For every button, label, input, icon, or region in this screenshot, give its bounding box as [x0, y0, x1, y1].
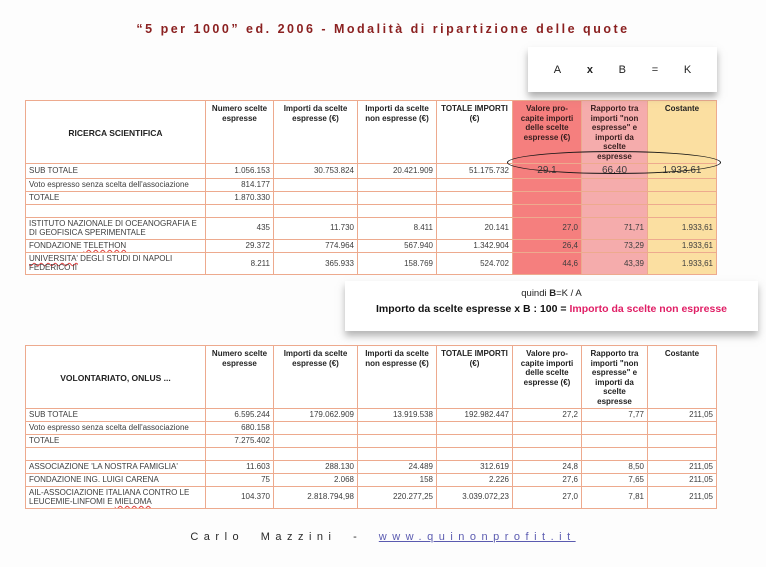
header-row [26, 346, 717, 409]
cell [274, 191, 358, 204]
cell [358, 421, 437, 434]
note-formula-pink: Importo da scelte non espresse [569, 303, 728, 315]
cell: 211,05 [648, 408, 717, 421]
table-row [26, 434, 717, 447]
volontariato-onlus-table [25, 345, 717, 509]
misspelled-word: MIELOMA [114, 497, 152, 507]
cell: 11.603 [206, 460, 274, 473]
cell: 71,71 [582, 217, 648, 239]
cell [582, 434, 648, 447]
row-label: FONDAZIONE ING. LUIGI CARENA [26, 473, 206, 486]
cell: 7,81 [582, 486, 648, 508]
note-line1 [345, 288, 758, 299]
table-body [26, 163, 717, 274]
footer-author: Carlo Mazzini [190, 531, 337, 543]
row-label: Voto espresso senza scelta dell'associazione [26, 421, 206, 434]
formula-term-a: A [553, 63, 562, 76]
cell: 20.421.909 [358, 163, 437, 178]
column-header: Costante [648, 101, 717, 164]
cell [274, 178, 358, 191]
note-line1-b: B [549, 288, 557, 299]
footer-separator: - [353, 531, 363, 543]
table-header [26, 101, 717, 164]
cell [513, 178, 582, 191]
cell: 1.933.61 [648, 163, 717, 178]
cell [513, 191, 582, 204]
cell: 211,05 [648, 460, 717, 473]
table-title: VOLONTARIATO, ONLUS ... [26, 346, 206, 409]
cell [437, 178, 513, 191]
cell [648, 178, 717, 191]
cell: 24.489 [358, 460, 437, 473]
cell [358, 191, 437, 204]
cell: 11.730 [274, 217, 358, 239]
cell: 3.039.072,23 [437, 486, 513, 508]
cell: 73,29 [582, 239, 648, 252]
cell: 158.769 [358, 252, 437, 274]
cell: 30.753.824 [274, 163, 358, 178]
column-header: Valore pro-capite importi delle scelte espresse (€) [513, 346, 582, 409]
table-row [26, 447, 717, 460]
cell [648, 421, 717, 434]
column-header: Rapporto tra importi "non espresse" e importi da scelte espresse [582, 101, 648, 164]
row-label: UNIVERSITA' DEGLI STUDI DI NAPOLI FEDERICO II [26, 252, 206, 274]
cell: 66.40 [582, 163, 648, 178]
cell [582, 191, 648, 204]
cell: 7,65 [582, 473, 648, 486]
column-header: Numero scelte espresse [206, 346, 274, 409]
column-header: Importi da scelte non espresse (€) [358, 101, 437, 164]
row-label: ASSOCIAZIONE 'LA NOSTRA FAMIGLIA' [26, 460, 206, 473]
cell: 567.940 [358, 239, 437, 252]
cell [513, 434, 582, 447]
column-header: Importi da scelte espresse (€) [274, 101, 358, 164]
cell: 211,05 [648, 473, 717, 486]
footer [0, 531, 766, 543]
row-label: SUB TOTALE [26, 163, 206, 178]
note-line2 [345, 303, 758, 315]
cell: 44,6 [513, 252, 582, 274]
cell: 27,2 [513, 408, 582, 421]
formula-box [528, 47, 717, 92]
page-title: “5 per 1000” ed. 2006 - Modalità di ripartizione delle quote [136, 22, 630, 36]
cell: 2.818.794,98 [274, 486, 358, 508]
table-row [26, 486, 717, 508]
misspelled-word: TELETHON [83, 240, 127, 250]
cell [274, 421, 358, 434]
cell [648, 191, 717, 204]
cell: 1.933,61 [648, 217, 717, 239]
note-formula-black: Importo da scelte espresse x B : 100 = [375, 303, 570, 315]
cell: 7,77 [582, 408, 648, 421]
table-row [26, 204, 717, 217]
row-label: SUB TOTALE [26, 408, 206, 421]
cell [274, 204, 358, 217]
cell: 27,0 [513, 217, 582, 239]
cell [274, 434, 358, 447]
row-label: TOTALE [26, 434, 206, 447]
table-row [26, 408, 717, 421]
note-line1-pre: quindi [521, 288, 550, 299]
cell [648, 447, 717, 460]
cell: 26,4 [513, 239, 582, 252]
cell: 1.056.153 [206, 163, 274, 178]
cell [513, 421, 582, 434]
cell: 43,39 [582, 252, 648, 274]
note-box [345, 281, 758, 331]
cell: 220.277,25 [358, 486, 437, 508]
row-label: AIL-ASSOCIAZIONE ITALIANA CONTRO LE LEUCEMIE-LINFOMI E MIELOMA [26, 486, 206, 508]
cell: 2.226 [437, 473, 513, 486]
cell: 24,8 [513, 460, 582, 473]
cell [513, 447, 582, 460]
row-label: Voto espresso senza scelta dell'associazione [26, 178, 206, 191]
table-row [26, 473, 717, 486]
cell: 104.370 [206, 486, 274, 508]
cell [358, 434, 437, 447]
cell [437, 447, 513, 460]
cell [437, 191, 513, 204]
cell [437, 421, 513, 434]
cell: 211,05 [648, 486, 717, 508]
cell [582, 204, 648, 217]
table-body [26, 408, 717, 508]
table-title: RICERCA SCIENTIFICA [26, 101, 206, 164]
cell: 13.919.538 [358, 408, 437, 421]
cell: 75 [206, 473, 274, 486]
cell: 6.595.244 [206, 408, 274, 421]
cell [513, 204, 582, 217]
misspelled-word: UNIVERSITA' [29, 253, 78, 263]
cell: 288.130 [274, 460, 358, 473]
formula-equals-sign: = [651, 63, 659, 76]
cell [437, 434, 513, 447]
cell [358, 447, 437, 460]
row-label [26, 447, 206, 460]
cell [206, 204, 274, 217]
cell [582, 178, 648, 191]
cell [582, 447, 648, 460]
cell: 8.211 [206, 252, 274, 274]
table-row [26, 421, 717, 434]
cell [358, 178, 437, 191]
cell: 8.411 [358, 217, 437, 239]
table-row [26, 191, 717, 204]
formula-term-b: B [618, 63, 627, 76]
cell: 435 [206, 217, 274, 239]
ricerca-scientifica-table [25, 100, 717, 275]
cell: 29.372 [206, 239, 274, 252]
cell: 158 [358, 473, 437, 486]
cell [274, 447, 358, 460]
footer-link[interactable]: www.quinonprofit.it [378, 531, 576, 543]
cell: 1.870.330 [206, 191, 274, 204]
cell: 27,6 [513, 473, 582, 486]
table-row [26, 163, 717, 178]
cell [648, 204, 717, 217]
table-row [26, 460, 717, 473]
cell: 774.964 [274, 239, 358, 252]
header-row [26, 101, 717, 164]
cell: 814.177 [206, 178, 274, 191]
cell [648, 434, 717, 447]
table-row [26, 178, 717, 191]
table-row [26, 217, 717, 239]
cell: 51.175.732 [437, 163, 513, 178]
cell: 20.141 [437, 217, 513, 239]
cell: 365.933 [274, 252, 358, 274]
note-line1-rest: =K / A [556, 288, 582, 299]
cell: 7.275.402 [206, 434, 274, 447]
column-header: Rapporto tra importi "non espresse" e importi da scelte espresse [582, 346, 648, 409]
column-header: TOTALE IMPORTI (€) [437, 346, 513, 409]
row-label: TOTALE [26, 191, 206, 204]
cell: 312.619 [437, 460, 513, 473]
formula-times-sign: x [586, 63, 593, 76]
row-label: FONDAZIONE TELETHON [26, 239, 206, 252]
column-header: Costante [648, 346, 717, 409]
formula-term-k: K [683, 63, 692, 76]
row-label: ISTITUTO NAZIONALE DI OCEANOGRAFIA E DI GEOFISICA SPERIMENTALE [26, 217, 206, 239]
column-header: Valore pro-capite importi delle scelte espresse (€) [513, 101, 582, 164]
cell: 524.702 [437, 252, 513, 274]
cell: 8,50 [582, 460, 648, 473]
column-header: TOTALE IMPORTI (€) [437, 101, 513, 164]
row-label [26, 204, 206, 217]
table-row [26, 239, 717, 252]
cell [358, 204, 437, 217]
cell: 27,0 [513, 486, 582, 508]
column-header: Importi da scelte non espresse (€) [358, 346, 437, 409]
cell: 192.982.447 [437, 408, 513, 421]
cell: 179.062.909 [274, 408, 358, 421]
cell: 680.158 [206, 421, 274, 434]
column-header: Importi da scelte espresse (€) [274, 346, 358, 409]
cell: 1.933,61 [648, 252, 717, 274]
cell [582, 421, 648, 434]
table-row [26, 252, 717, 274]
cell: 1.933,61 [648, 239, 717, 252]
cell: 2.068 [274, 473, 358, 486]
cell: 1.342.904 [437, 239, 513, 252]
cell [206, 447, 274, 460]
table-header [26, 346, 717, 409]
cell: 29.1 [513, 163, 582, 178]
column-header: Numero scelte espresse [206, 101, 274, 164]
cell [437, 204, 513, 217]
